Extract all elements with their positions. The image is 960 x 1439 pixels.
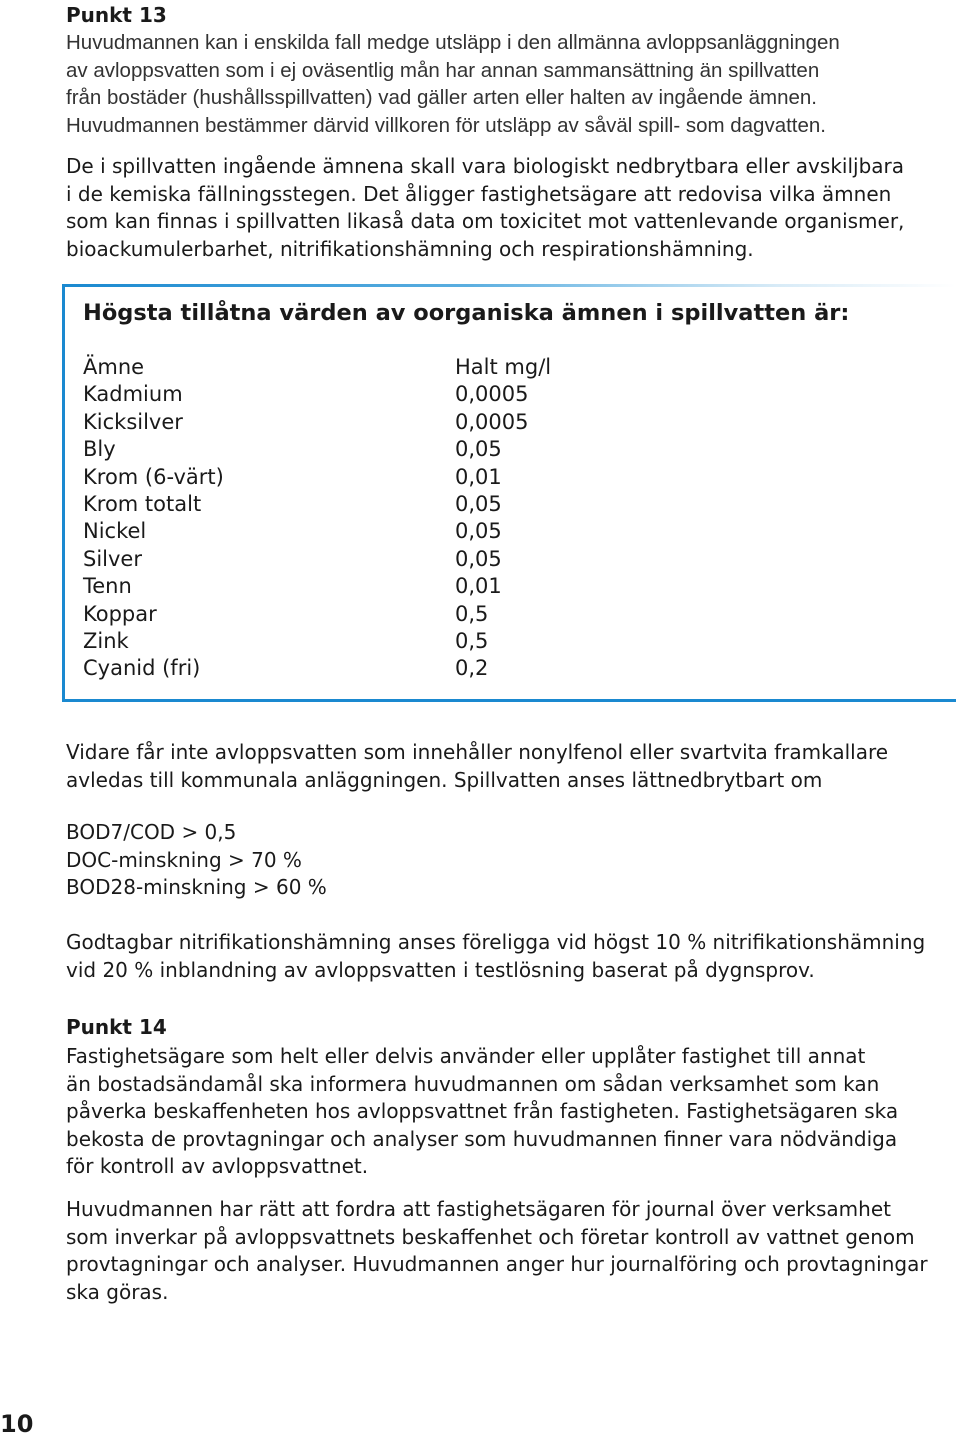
- paragraph-line: som kan finnas i spillvatten likaså data om toxicitet mot vattenlevande organismer,: [66, 209, 905, 233]
- substance-cell: Cyanid (fri): [83, 656, 201, 681]
- substance-cell: Krom totalt: [83, 491, 202, 516]
- value-cell: 0,5: [455, 628, 489, 653]
- paragraph-line: vid 20 % inblandning av avloppsvatten i testlösning baserat på dygnsprov.: [66, 957, 815, 982]
- substance-cell: Koppar: [83, 601, 157, 626]
- paragraph-line: bioackumulerbarhet, nitrifikationshämning och respirationshämning.: [66, 236, 754, 261]
- criteria-item: BOD7/COD > 0,5: [66, 820, 237, 844]
- paragraph-line: De i spillvatten ingående ämnena skall vara biologiskt nedbrytbara eller avskiljbara: [66, 154, 904, 178]
- biodegradability-criteria: [66, 819, 327, 902]
- substance-cell: Nickel: [83, 519, 147, 544]
- criteria-item: BOD28-minskning > 60 %: [66, 875, 327, 899]
- value-cell: 0,05: [455, 546, 502, 571]
- paragraph-line: bekosta de provtagningar och analyser som huvudmannen finner vara nödvändiga: [66, 1126, 898, 1151]
- box-top-border: [65, 284, 956, 287]
- section-13-paragraph-1: [66, 29, 840, 139]
- column-header-value: Halt mg/l: [455, 355, 552, 379]
- value-cell: 0,05: [455, 437, 502, 462]
- value-cell: 0,5: [455, 601, 489, 626]
- paragraph-line: Vidare får inte avloppsvatten som innehåller nonylfenol eller svartvita framkallare: [66, 740, 889, 764]
- value-cell: 0,0005: [455, 409, 529, 434]
- wastewater-paragraph: [66, 739, 888, 794]
- paragraph-line: Huvudmannen kan i enskilda fall medge utsläpp i den allmänna avloppsanläggningen: [66, 31, 840, 54]
- paragraph-line: från bostäder (hushållsspillvatten) vad gäller arten eller halten av ingående ämnen.: [66, 86, 817, 109]
- paragraph-line: provtagningar och analyser. Huvudmannen anger hur journalföring och provtagningar: [66, 1252, 928, 1276]
- paragraph-line: i de kemiska fällningsstegen. Det åligger fastighetsägare att redovisa vilka ämnen: [66, 181, 892, 206]
- substance-cell: Krom (6-värt): [83, 464, 224, 489]
- value-cell: 0,05: [455, 519, 502, 544]
- value-cell: 0,01: [455, 574, 502, 599]
- paragraph-line: Godtagbar nitrifikationshämning anses föreligga vid högst 10 % nitrifikationshämning: [66, 930, 926, 954]
- limit-values-box: [62, 284, 956, 702]
- substance-cell: Zink: [83, 628, 129, 653]
- paragraph-line: som inverkar på avloppsvattnets beskaffenhet och företar kontroll av vattnet genom: [66, 1224, 915, 1249]
- paragraph-line: än bostadsändamål ska informera huvudmannen om sådan verksamhet som kan: [66, 1071, 880, 1096]
- substance-cell: Bly: [83, 437, 116, 462]
- paragraph-line: för kontroll av avloppsvattnet.: [66, 1154, 369, 1178]
- substance-cell: Kicksilver: [83, 409, 183, 434]
- paragraph-line: påverka beskaffenheten hos avloppsvattnet från fastigheten. Fastighetsägaren ska: [66, 1099, 899, 1123]
- section-14-paragraph-1: [66, 1043, 898, 1181]
- substance-cell: Tenn: [83, 574, 132, 599]
- paragraph-line: Huvudmannen har rätt att fordra att fastighetsägaren för journal över verksamhet: [66, 1197, 891, 1221]
- limit-values-title: Högsta tillåtna värden av oorganiska ämnen i spillvatten är:: [83, 300, 850, 326]
- page-number: 10: [0, 1410, 34, 1438]
- paragraph-line: Huvudmannen bestämmer därvid villkoren för utsläpp av såväl spill- som dagvatten.: [66, 113, 827, 137]
- section-14-heading: Punkt 14: [66, 1015, 167, 1039]
- nitrification-paragraph: [66, 929, 925, 984]
- paragraph-line: av avloppsvatten som i ej oväsentlig mån har annan sammansättning än spillvatten: [66, 58, 820, 82]
- paragraph-line: avledas till kommunala anläggningen. Spillvatten anses lättnedbrytbart om: [66, 767, 823, 792]
- value-cell: 0,2: [455, 656, 489, 681]
- value-cell: 0,05: [455, 491, 502, 516]
- section-13-paragraph-2: [66, 153, 904, 263]
- section-13-heading: Punkt 13: [66, 3, 167, 27]
- substance-cell: Silver: [83, 546, 142, 571]
- criteria-item: DOC-minskning > 70 %: [66, 847, 302, 872]
- value-cell: 0,0005: [455, 382, 529, 407]
- substance-cell: Kadmium: [83, 382, 183, 407]
- paragraph-line: Fastighetsägare som helt eller delvis använder eller upplåter fastighet till annat: [66, 1044, 866, 1068]
- section-14-paragraph-2: [66, 1196, 928, 1306]
- value-cell: 0,01: [455, 464, 502, 489]
- paragraph-line: ska göras.: [66, 1279, 169, 1304]
- column-header-substance: Ämne: [83, 355, 145, 379]
